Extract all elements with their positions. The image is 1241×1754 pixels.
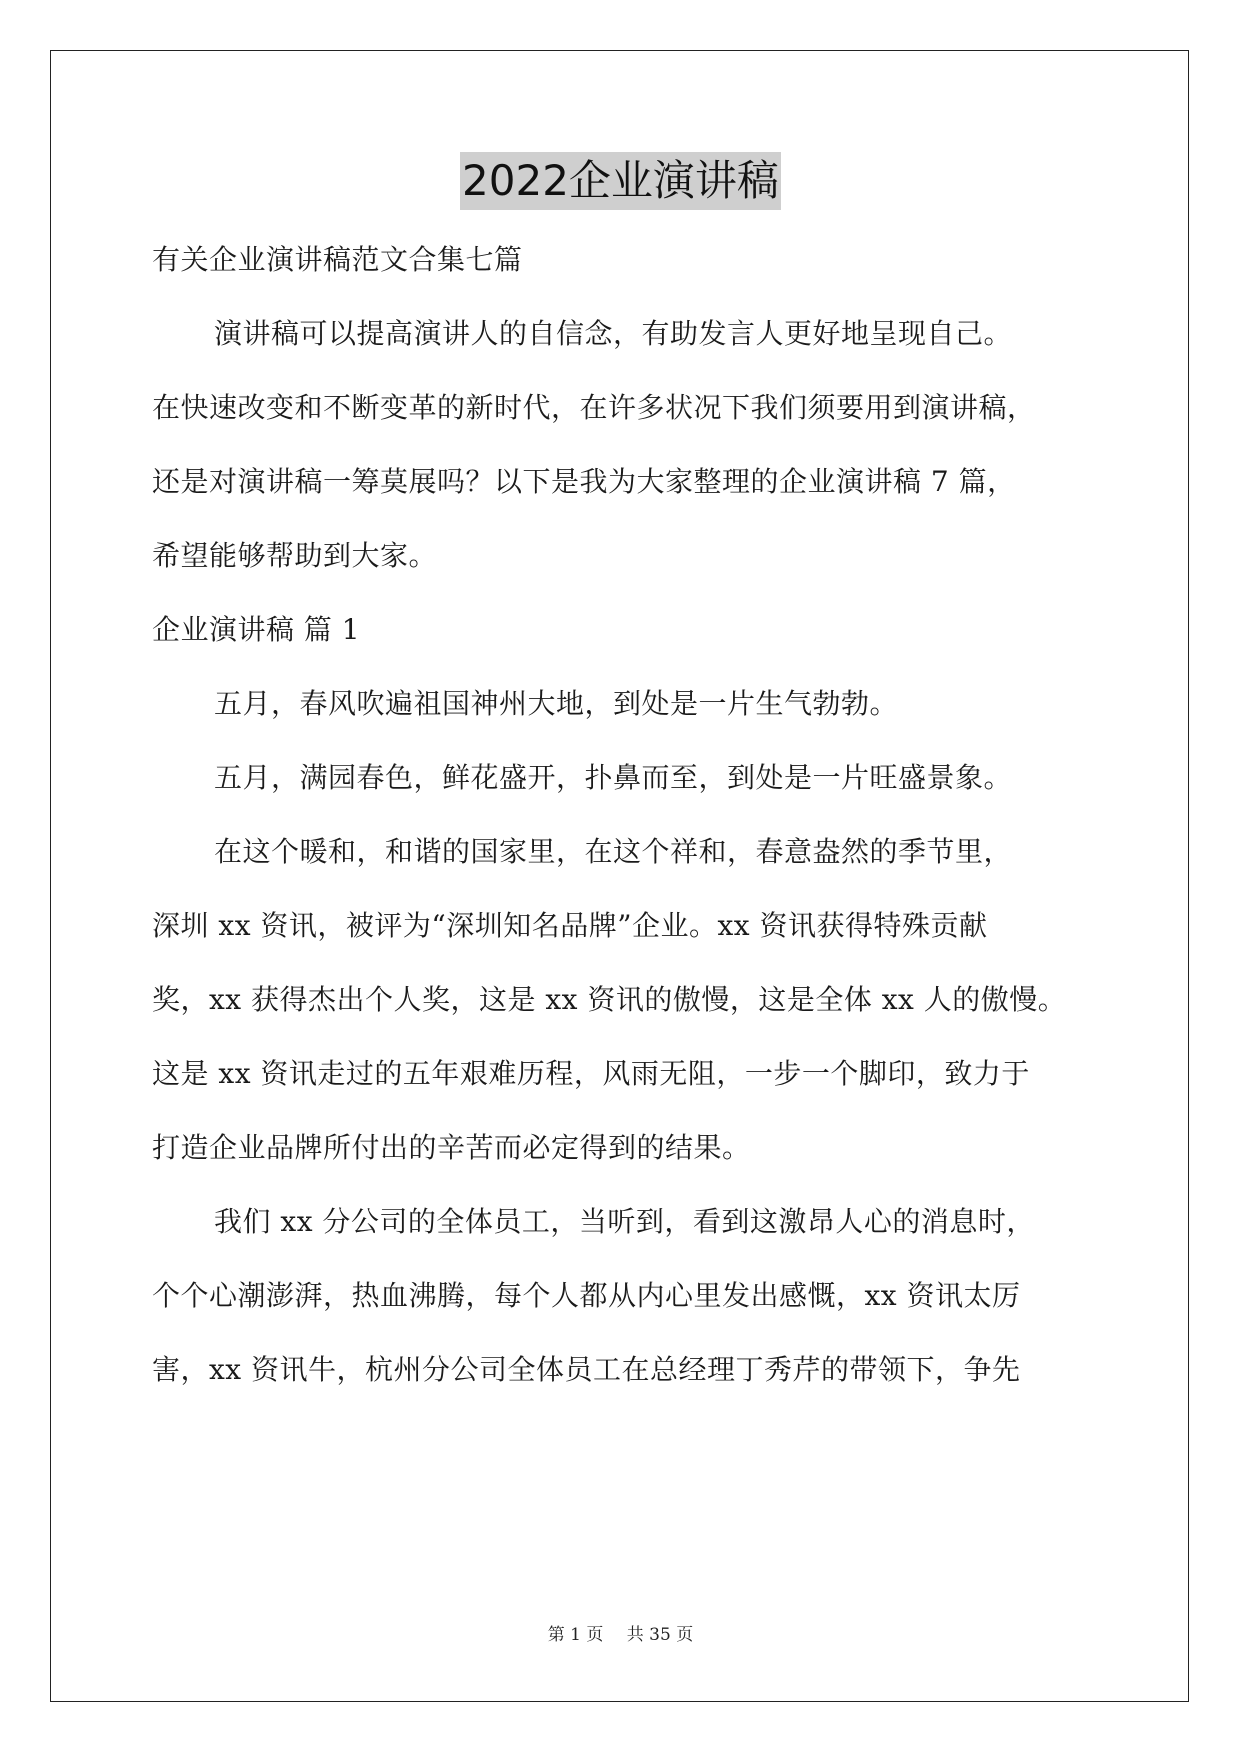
paragraph-line: 五月，春风吹遍祖国神州大地，到处是一片生气勃勃。 — [214, 687, 899, 720]
paragraph-line: 在快速改变和不断变革的新时代，在许多状况下我们须要用到演讲稿， — [152, 391, 1036, 424]
paragraph-line: 还是对演讲稿一筹莫展吗？以下是我为大家整理的企业演讲稿 7 篇， — [152, 465, 1016, 498]
paragraph-line: 害，xx 资讯牛，杭州分公司全体员工在总经理丁秀芹的带领下，争先 — [152, 1353, 1021, 1386]
paragraph-line: 打造企业品牌所付出的辛苦而必定得到的结果。 — [152, 1131, 751, 1164]
page-border — [50, 50, 1189, 1702]
page-number-current: 第 1 页 — [547, 1625, 604, 1645]
paragraph-line: 在这个暖和，和谐的国家里，在这个祥和，春意盎然的季节里， — [214, 835, 1013, 868]
paragraph-line: 我们 xx 分公司的全体员工，当听到，看到这激昂人心的消息时， — [214, 1205, 1035, 1238]
title-container — [0, 152, 1241, 210]
paragraph-line: 演讲稿可以提高演讲人的自信念，有助发言人更好地呈现自己。 — [214, 317, 1013, 350]
paragraph-line: 个个心潮澎湃，热血沸腾，每个人都从内心里发出感慨，xx 资讯太厉 — [152, 1279, 1021, 1312]
paragraph-line: 希望能够帮助到大家。 — [152, 539, 438, 572]
document-title: 2022企业演讲稿 — [460, 152, 781, 210]
paragraph-line: 奖，xx 获得杰出个人奖，这是 xx 资讯的傲慢，这是全体 xx 人的傲慢。 — [152, 983, 1067, 1016]
paragraph-line: 这是 xx 资讯走过的五年艰难历程，风雨无阻，一步一个脚印，致力于 — [152, 1057, 1030, 1090]
paragraph-line: 五月，满园春色，鲜花盛开，扑鼻而至，到处是一片旺盛景象。 — [214, 761, 1013, 794]
page-number-total: 共 35 页 — [626, 1625, 694, 1645]
section-heading: 企业演讲稿 篇 1 — [152, 613, 361, 646]
intro-heading: 有关企业演讲稿范文合集七篇 — [152, 243, 523, 276]
page-footer — [0, 1624, 1241, 1646]
paragraph-line: 深圳 xx 资讯，被评为“深圳知名品牌”企业。xx 资讯获得特殊贡献 — [152, 909, 988, 942]
